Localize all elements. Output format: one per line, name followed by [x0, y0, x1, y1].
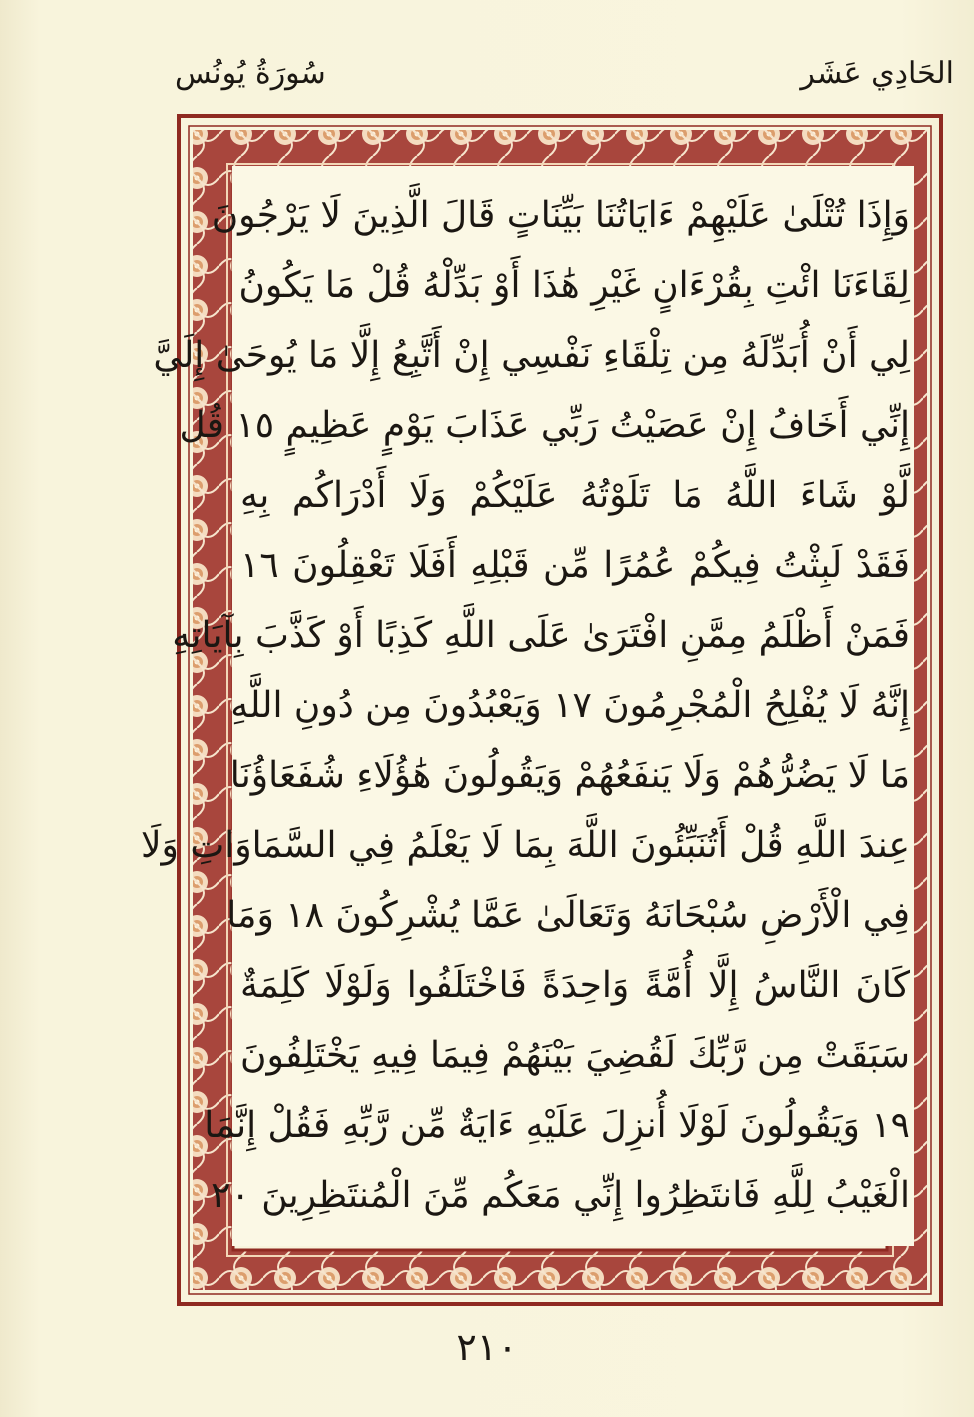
verse-line-15: الْغَيْبُ لِلَّهِ فَانتَظِرُوا إِنِّي مَعَكُم مِّنَ الْمُنتَظِرِينَ ٢٠ [211, 1175, 910, 1216]
verse-line-8: إِنَّهُ لَا يُفْلِحُ الْمُجْرِمُونَ ١٧ وَيَعْبُدُونَ مِن دُونِ اللَّهِ [230, 685, 910, 726]
verse-line-1: وَإِذَا تُتْلَىٰ عَلَيْهِمْ ءَايَاتُنَا بَيِّنَاتٍ قَالَ الَّذِينَ لَا يَرْجُونَ [211, 195, 910, 236]
verse-line-6: فَقَدْ لَبِثْتُ فِيكُمْ عُمُرًا مِّن قَبْلِهِ أَفَلَا تَعْقِلُونَ ١٦ [240, 545, 910, 586]
verse-line-12: كَانَ النَّاسُ إِلَّا أُمَّةً وَاحِدَةً فَاخْتَلَفُوا وَلَوْلَا كَلِمَةٌ [240, 965, 910, 1006]
verse-line-9: مَا لَا يَضُرُّهُمْ وَلَا يَنفَعُهُمْ وَيَقُولُونَ هَٰؤُلَاءِ شُفَعَاؤُنَا [229, 755, 910, 796]
verse-line-13: سَبَقَتْ مِن رَّبِّكَ لَقُضِيَ بَيْنَهُمْ فِيمَا فِيهِ يَخْتَلِفُونَ [240, 1035, 910, 1076]
surah-title: سُورَةُ يُونُس [175, 56, 326, 91]
verse-line-7: فَمَنْ أَظْلَمُ مِمَّنِ افْتَرَىٰ عَلَى اللَّهِ كَذِبًا أَوْ كَذَّبَ بِآيَاتِهِ [172, 615, 910, 656]
verse-line-10: عِندَ اللَّهِ قُلْ أَتُنَبِّئُونَ اللَّهَ بِمَا لَا يَعْلَمُ فِي السَّمَاوَاتِ وَلَا [140, 825, 910, 866]
verse-line-3: لِي أَنْ أُبَدِّلَهُ مِن تِلْقَاءِ نَفْسِي إِنْ أَتَّبِعُ إِلَّا مَا يُوحَىٰ إِلَيَّ [153, 335, 910, 376]
verse-line-11: فِي الْأَرْضِ سُبْحَانَهُ وَتَعَالَىٰ عَمَّا يُشْرِكُونَ ١٨ وَمَا [226, 895, 910, 936]
verse-line-4: إِنِّي أَخَافُ إِنْ عَصَيْتُ رَبِّي عَذَابَ يَوْمٍ عَظِيمٍ ١٥ قُل [179, 405, 910, 446]
verse-line-5: لَّوْ شَاءَ اللَّهُ مَا تَلَوْتُهُ عَلَيْكُمْ وَلَا أَدْرَاكُم بِهِ [240, 475, 910, 516]
verse-line-2: لِقَاءَنَا ائْتِ بِقُرْءَانٍ غَيْرِ هَٰذَا أَوْ بَدِّلْهُ قُلْ مَا يَكُونُ [238, 265, 910, 306]
verse-line-14: ١٩ وَيَقُولُونَ لَوْلَا أُنزِلَ عَلَيْهِ ءَايَةٌ مِّن رَّبِّهِ فَقُلْ إِنَّمَا [204, 1105, 910, 1146]
page-number: ٢١٠ [456, 1325, 518, 1369]
juz-title: الحَادِي عَشَر [800, 56, 954, 91]
